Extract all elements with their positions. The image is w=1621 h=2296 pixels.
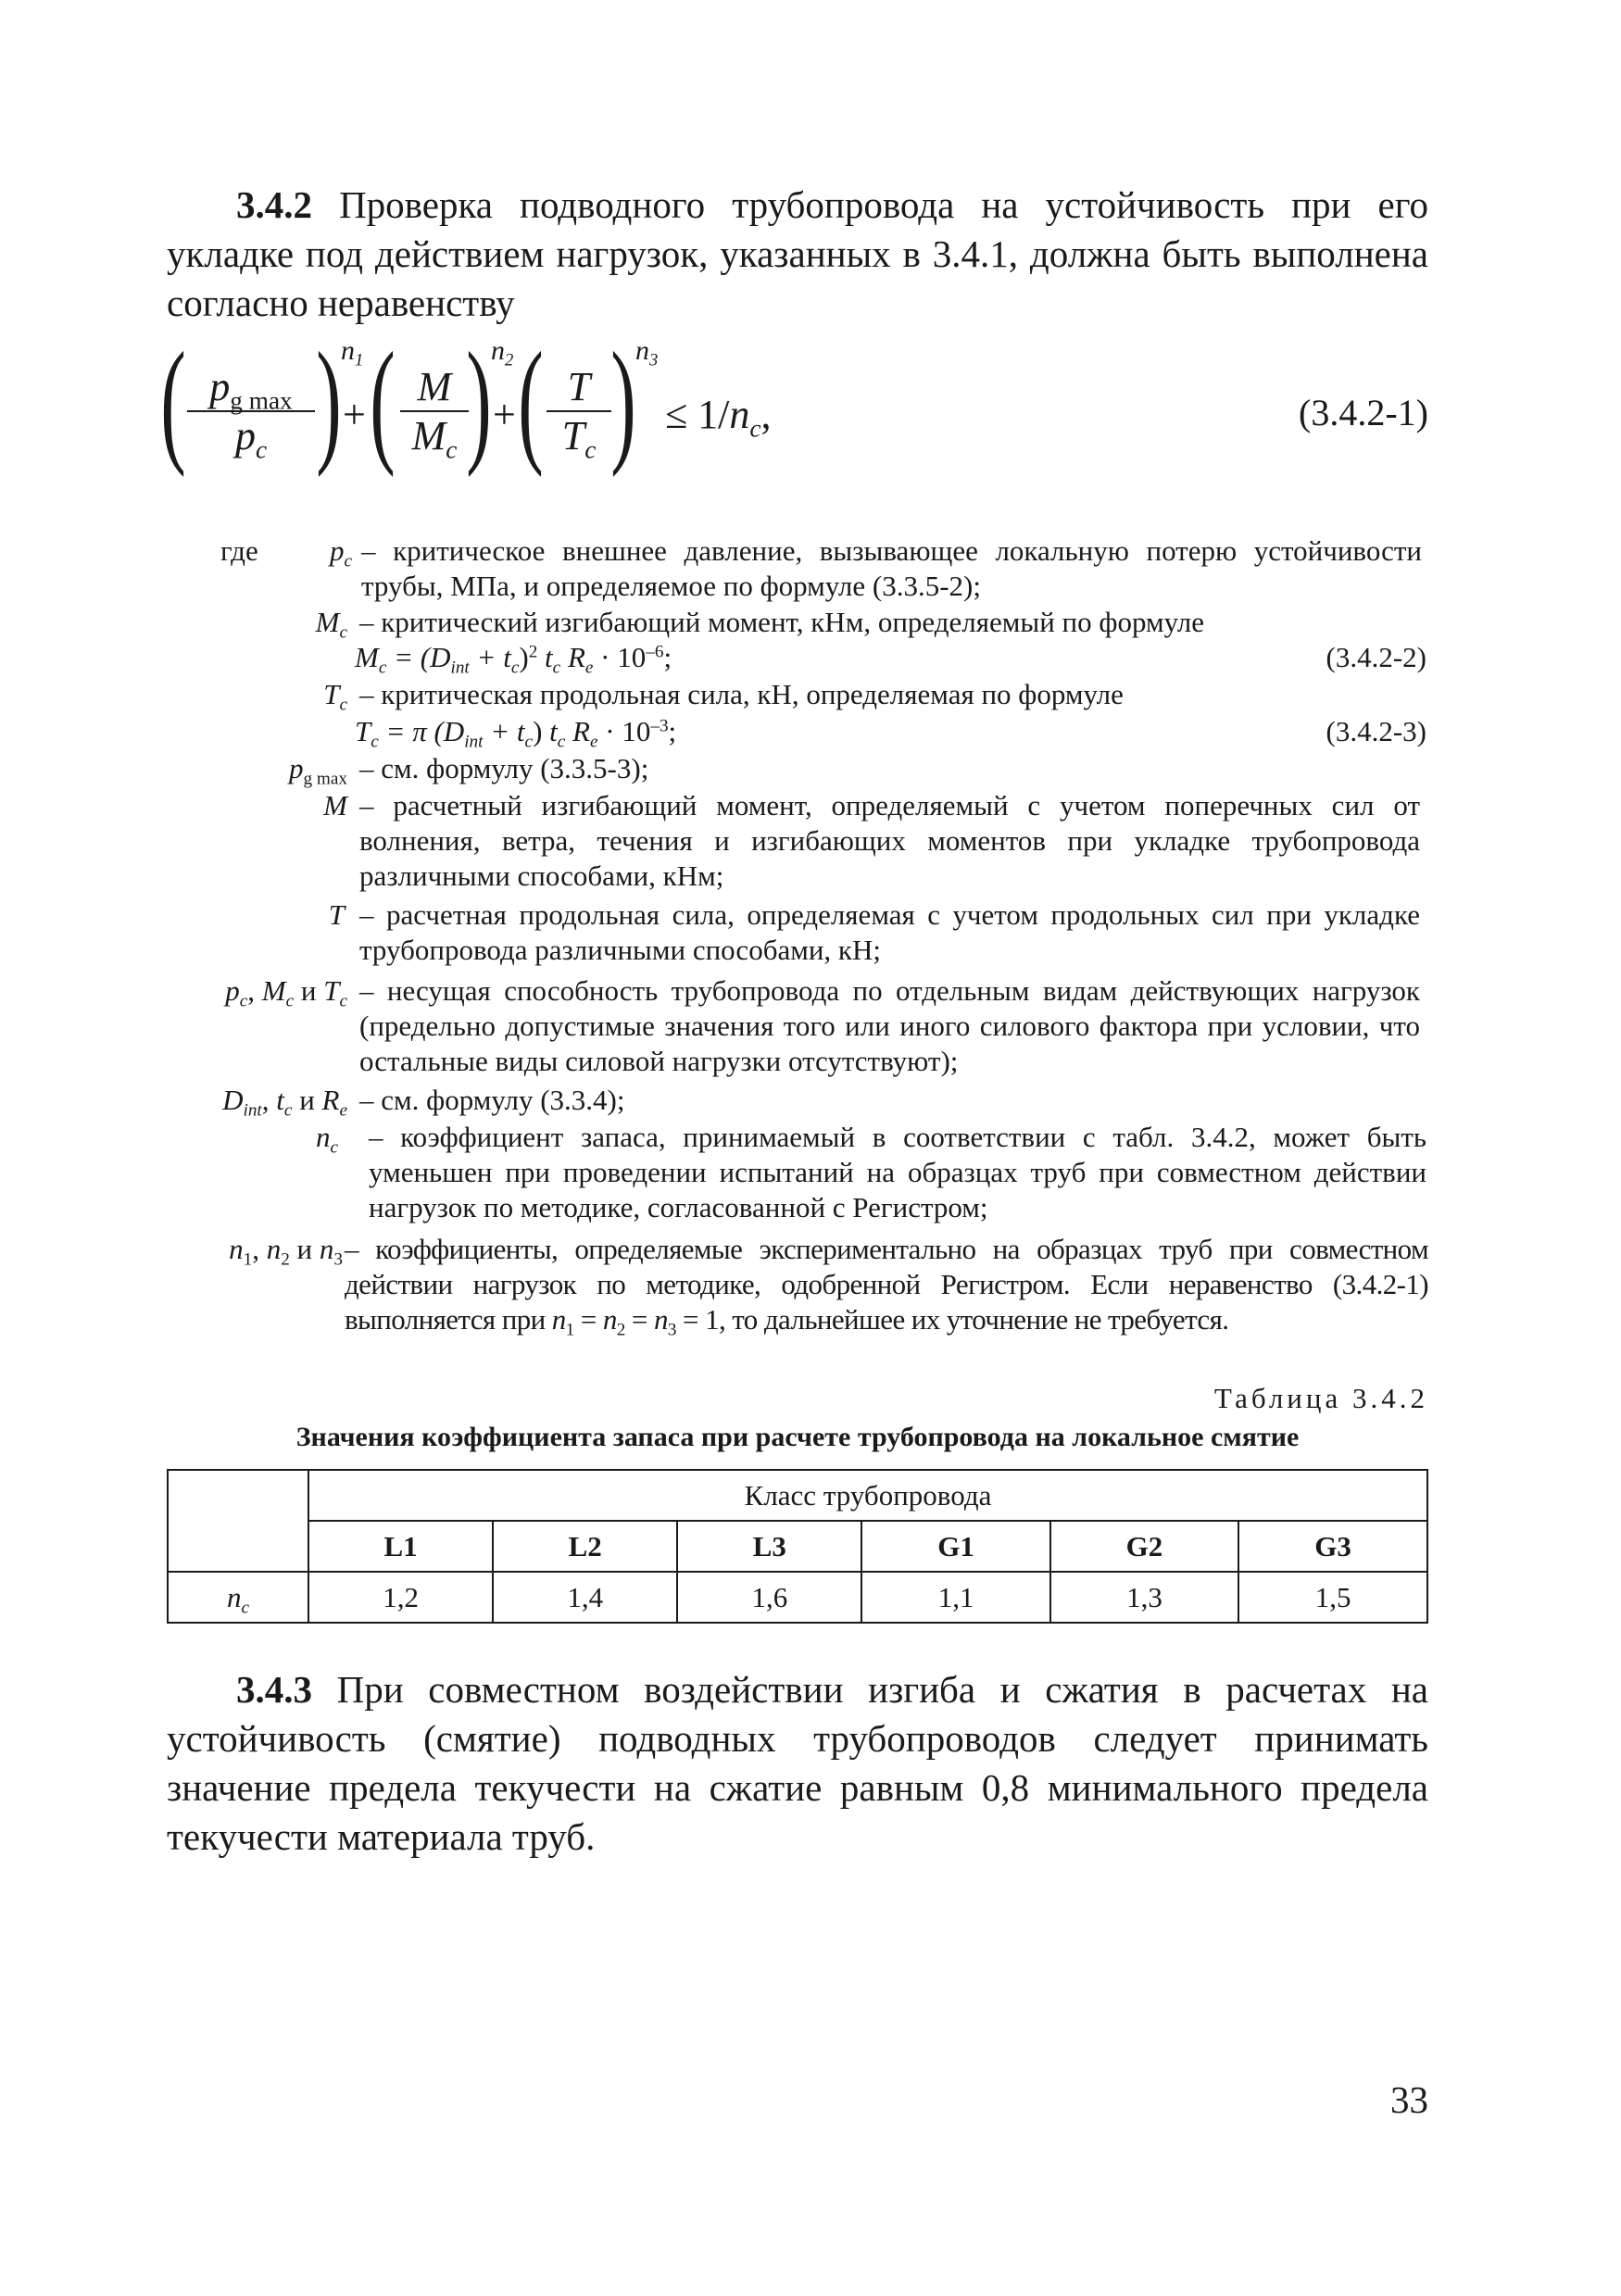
coefficient-table (167, 1469, 1428, 1624)
table-corner-cell (168, 1470, 308, 1572)
table-cell: 1,5 (1238, 1572, 1427, 1623)
exponent-3: $n_3$ (635, 335, 659, 370)
table-cell: 1,2 (308, 1572, 493, 1623)
plus-1: + (343, 392, 366, 437)
table-col-header: G1 (861, 1521, 1049, 1572)
table-cell: 1,3 (1050, 1572, 1238, 1623)
table-row (168, 1572, 1427, 1623)
left-paren-2: ( (370, 324, 396, 478)
left-paren-3: ( (518, 324, 544, 478)
table-col-header: G2 (1050, 1521, 1238, 1572)
page-number: 33 (1390, 2078, 1428, 2121)
formula-number-3-4-2-1: (3.4.2-1) (1299, 392, 1428, 433)
formula-number-3-4-2-3: (3.4.2-3) (1326, 715, 1426, 747)
table-col-header: L3 (677, 1521, 861, 1572)
fraction-force: T $T_c$ (547, 363, 611, 459)
paragraph-3-4-2-text: Проверка подводного трубопровода на устойчивость при его укладке под действием нагрузок, указанных в 3.4.1, должна быть выполнена согласно неравенству (167, 183, 1429, 324)
fraction-pressure: $p_{g max}$ $p_c$ (187, 363, 315, 459)
exponent-2: $n_2$ (491, 335, 514, 370)
table-group-header: Класс трубопровода (308, 1470, 1427, 1521)
table-col-header: L1 (308, 1521, 493, 1572)
plus-2: + (493, 392, 516, 437)
inequality-rhs: ≤ $1/n_c$, (665, 392, 772, 443)
table-row-label: $n_c$ (168, 1572, 308, 1623)
right-paren-1: ) (316, 324, 342, 478)
table-col-header: L2 (493, 1521, 677, 1572)
table-header-row (168, 1521, 1427, 1572)
table-col-header: G3 (1238, 1521, 1427, 1572)
definitions-list: где $p_c$ – критическое внешнее давление, вызывающее локальную потерю устойчивости трубы, МПа, и определяемое по формуле (3.3.5-2); $M_c$ – критический изгибающий момент, кНм, определяемый по формуле $M_c = (D_{int} + t_c)^2$ $t_c$ $R_e \cdot 10^{-6}$; (3.4.2-2) $T_c$ – критическая продольная сила, кН, определяемая по формуле $T_c = \pi$ $(D_{int} + t_c)$ $t_c$ $R_e \cdot 10^{-3}$; (3.4.2-3) $p_{g max}$ – см. формулу (3.3.5-3); M – расчетный изгибающий момент, определяемый с учетом поперечных сил от волнения, ветра, течения и изгибающих моментов при укладке трубопровода различными способами, кНм; T – расчетная продольная сила, определяемая с учетом продольных сил при укладке трубопровода различными способами, кН; $p_c$, $M_c$ и $T_c$ – несущая способность трубопровода по отдельным видам действующих нагрузок (предельно допустимые значения того или иного силового фактора при условии, что остальные виды силовой нагрузки отсутствуют); $D_{int}$, $t_c$ и $R_e$ – см. формулу (3.3.4); $n_c$ – коэффициент запаса, принимаемый в соответствии с табл. 3.4.2, может быть уменьшен при проведении испытаний на образцах труб при совместном действии нагрузок по методике, согласованной с Регистром; $n_1$, $n_2$ и $n_3$ – коэффициенты, определяемые экспериментально на образцах труб при совместном действии нагрузок по методике, одобренной Регистром. Если неравенство (3.4.2-1) выполняется при $n_1 = n_2 = n_3 = 1$, то дальнейшее их уточнение не требуется. (220, 534, 1428, 1340)
fraction-moment: M $M_c$ (400, 363, 469, 459)
formula-number-3-4-2-2: (3.4.2-2) (1326, 641, 1426, 673)
section-number-3-4-3: 3.4.3 (236, 1668, 312, 1711)
paragraph-3-4-3-text: При совместном воздействии изгиба и сжатия в расчетах на устойчивость (смятие) подводных трубопроводов следует принимать значение предела текучести на сжатие равным 0,8 минимального предела текучести материала труб. (167, 1668, 1429, 1858)
left-paren-1: ( (160, 324, 186, 478)
table-label: Таблица 3.4.2 (1213, 1382, 1428, 1414)
right-paren-3: ) (610, 324, 636, 478)
table-cell: 1,4 (493, 1572, 677, 1623)
paragraph-3-4-3 (167, 1665, 1428, 1862)
table-title: Значения коэффициента запаса при расчете трубопровода на локальное смятие (295, 1422, 1300, 1452)
right-paren-2: ) (466, 324, 492, 478)
table-cell: 1,6 (677, 1572, 861, 1623)
table-cell: 1,1 (861, 1572, 1049, 1623)
section-number-3-4-2: 3.4.2 (236, 183, 312, 226)
exponent-1: $n_1$ (341, 335, 364, 370)
